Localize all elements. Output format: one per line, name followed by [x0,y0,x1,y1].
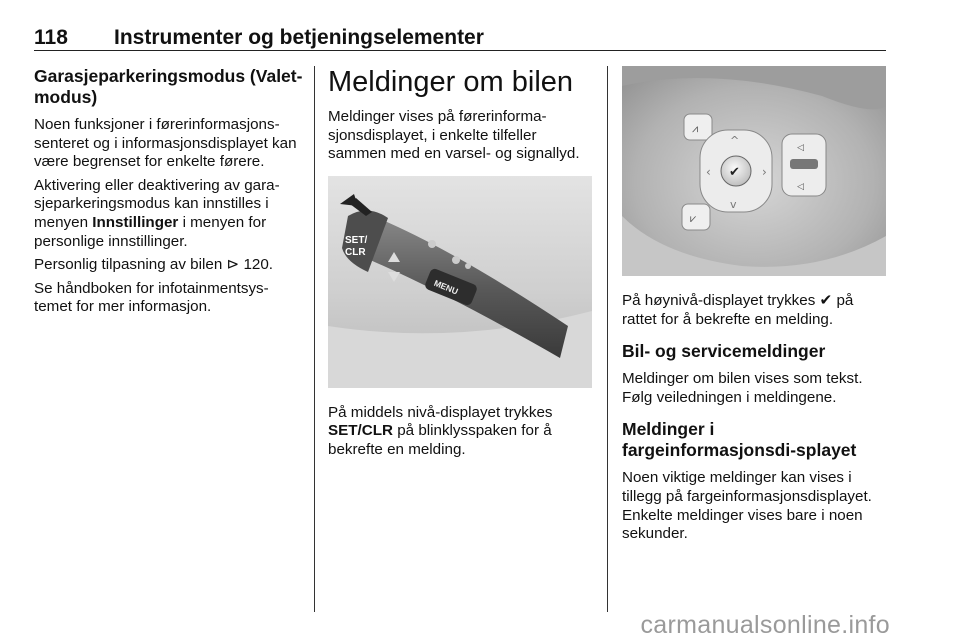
chapter-title: Instrumenter og betjeningselementer [114,26,484,49]
steering-wheel-controls-illustration [622,66,886,276]
light-icon [465,263,471,269]
vehicle-messages-title: Meldinger om bilen [328,66,574,98]
volume-wheel [790,159,818,169]
settings-menu-term: Innstillinger [92,213,179,231]
color-display-paragraph: Noen viktige meldinger kan vises i tillegg på fargeinformasjonsdisplayet. Enkelte meldinger vises bare i noen sekunder. [622,469,872,543]
valet-mode-paragraph-2 [34,177,304,251]
mute-icon: ⩗ [690,212,697,225]
column-vehicle-messages [328,66,594,465]
column-valet-mode [34,66,304,322]
valet-mode-paragraph-3 [34,256,304,275]
light-icon [452,256,460,264]
steering-svg [622,66,886,276]
voice-icon: ⩘ [692,122,699,135]
valet-mode-heading: Garasjeparkeringsmodus (Valet-modus) [34,66,303,107]
check-icon: ✔ [729,165,740,180]
text-span: På høynivå-displayet trykkes [622,292,820,309]
lever-svg [328,176,592,388]
turn-signal-lever-illustration [328,176,592,388]
text-span: på rattet for å bekrefte en melding. [622,292,854,328]
service-messages-heading: Bil- og servicemeldinger [622,341,826,362]
check-icon: ✔ [819,292,833,309]
steering-caption [622,292,892,329]
text-span: i menyen for personlige innstillinger. [34,213,267,250]
volume-down-icon: ◁ [797,182,804,192]
column-divider-1 [314,66,315,612]
text-span: Aktivering eller deaktivering av gara-sjeparkeringsmodus kan innstilles i menyen [34,176,280,231]
watermark-text: carmanualsonline.info [640,611,890,639]
color-display-heading: Meldinger i fargeinformasjonsdi-splayet [622,419,857,461]
lever-caption [328,404,594,460]
valet-mode-paragraph-4: Se håndboken for infotainmentsys-temet for mer informasjon. [34,279,269,316]
volume-up-icon: ◁ [797,143,804,153]
chevron-right-icon: › [762,165,767,179]
page-header [34,26,886,51]
text-span: på blinklysspaken for å bekrefte en melding. [328,422,552,458]
chevron-left-icon: ‹ [706,165,711,179]
clr-label: CLR [345,246,366,258]
page-ref-arrow-icon: ⊳ [226,256,240,274]
column-messages-detail [622,66,892,549]
menu-label: MENU [432,277,460,297]
chevron-down-icon: v [730,198,737,211]
light-icon [428,240,436,248]
page-ref-link[interactable]: 120. [239,256,274,274]
text-span: På middels nivå-displayet trykkes [328,403,553,421]
text-span: Personlig tilpasning av bilen [34,256,227,274]
valet-mode-paragraph-1: Noen funksjoner i førerinformasjons-senteret og i informasjonsdisplayet kan være begrenset for enkelte førere. [34,116,297,171]
page-number: 118 [34,26,68,49]
set-clr-term: SET/CLR [328,422,393,440]
service-messages-paragraph: Meldinger om bilen vises som tekst. Følg veiledningen i meldingene. [622,370,863,406]
set-label: SET/ [345,234,368,246]
vehicle-messages-intro: Meldinger vises på førerinforma-sjonsdisplayet, i enkelte tilfeller sammen med en varsel- og signallyd. [328,108,580,163]
column-divider-2 [607,66,608,612]
chevron-up-icon: ^ [730,134,740,147]
